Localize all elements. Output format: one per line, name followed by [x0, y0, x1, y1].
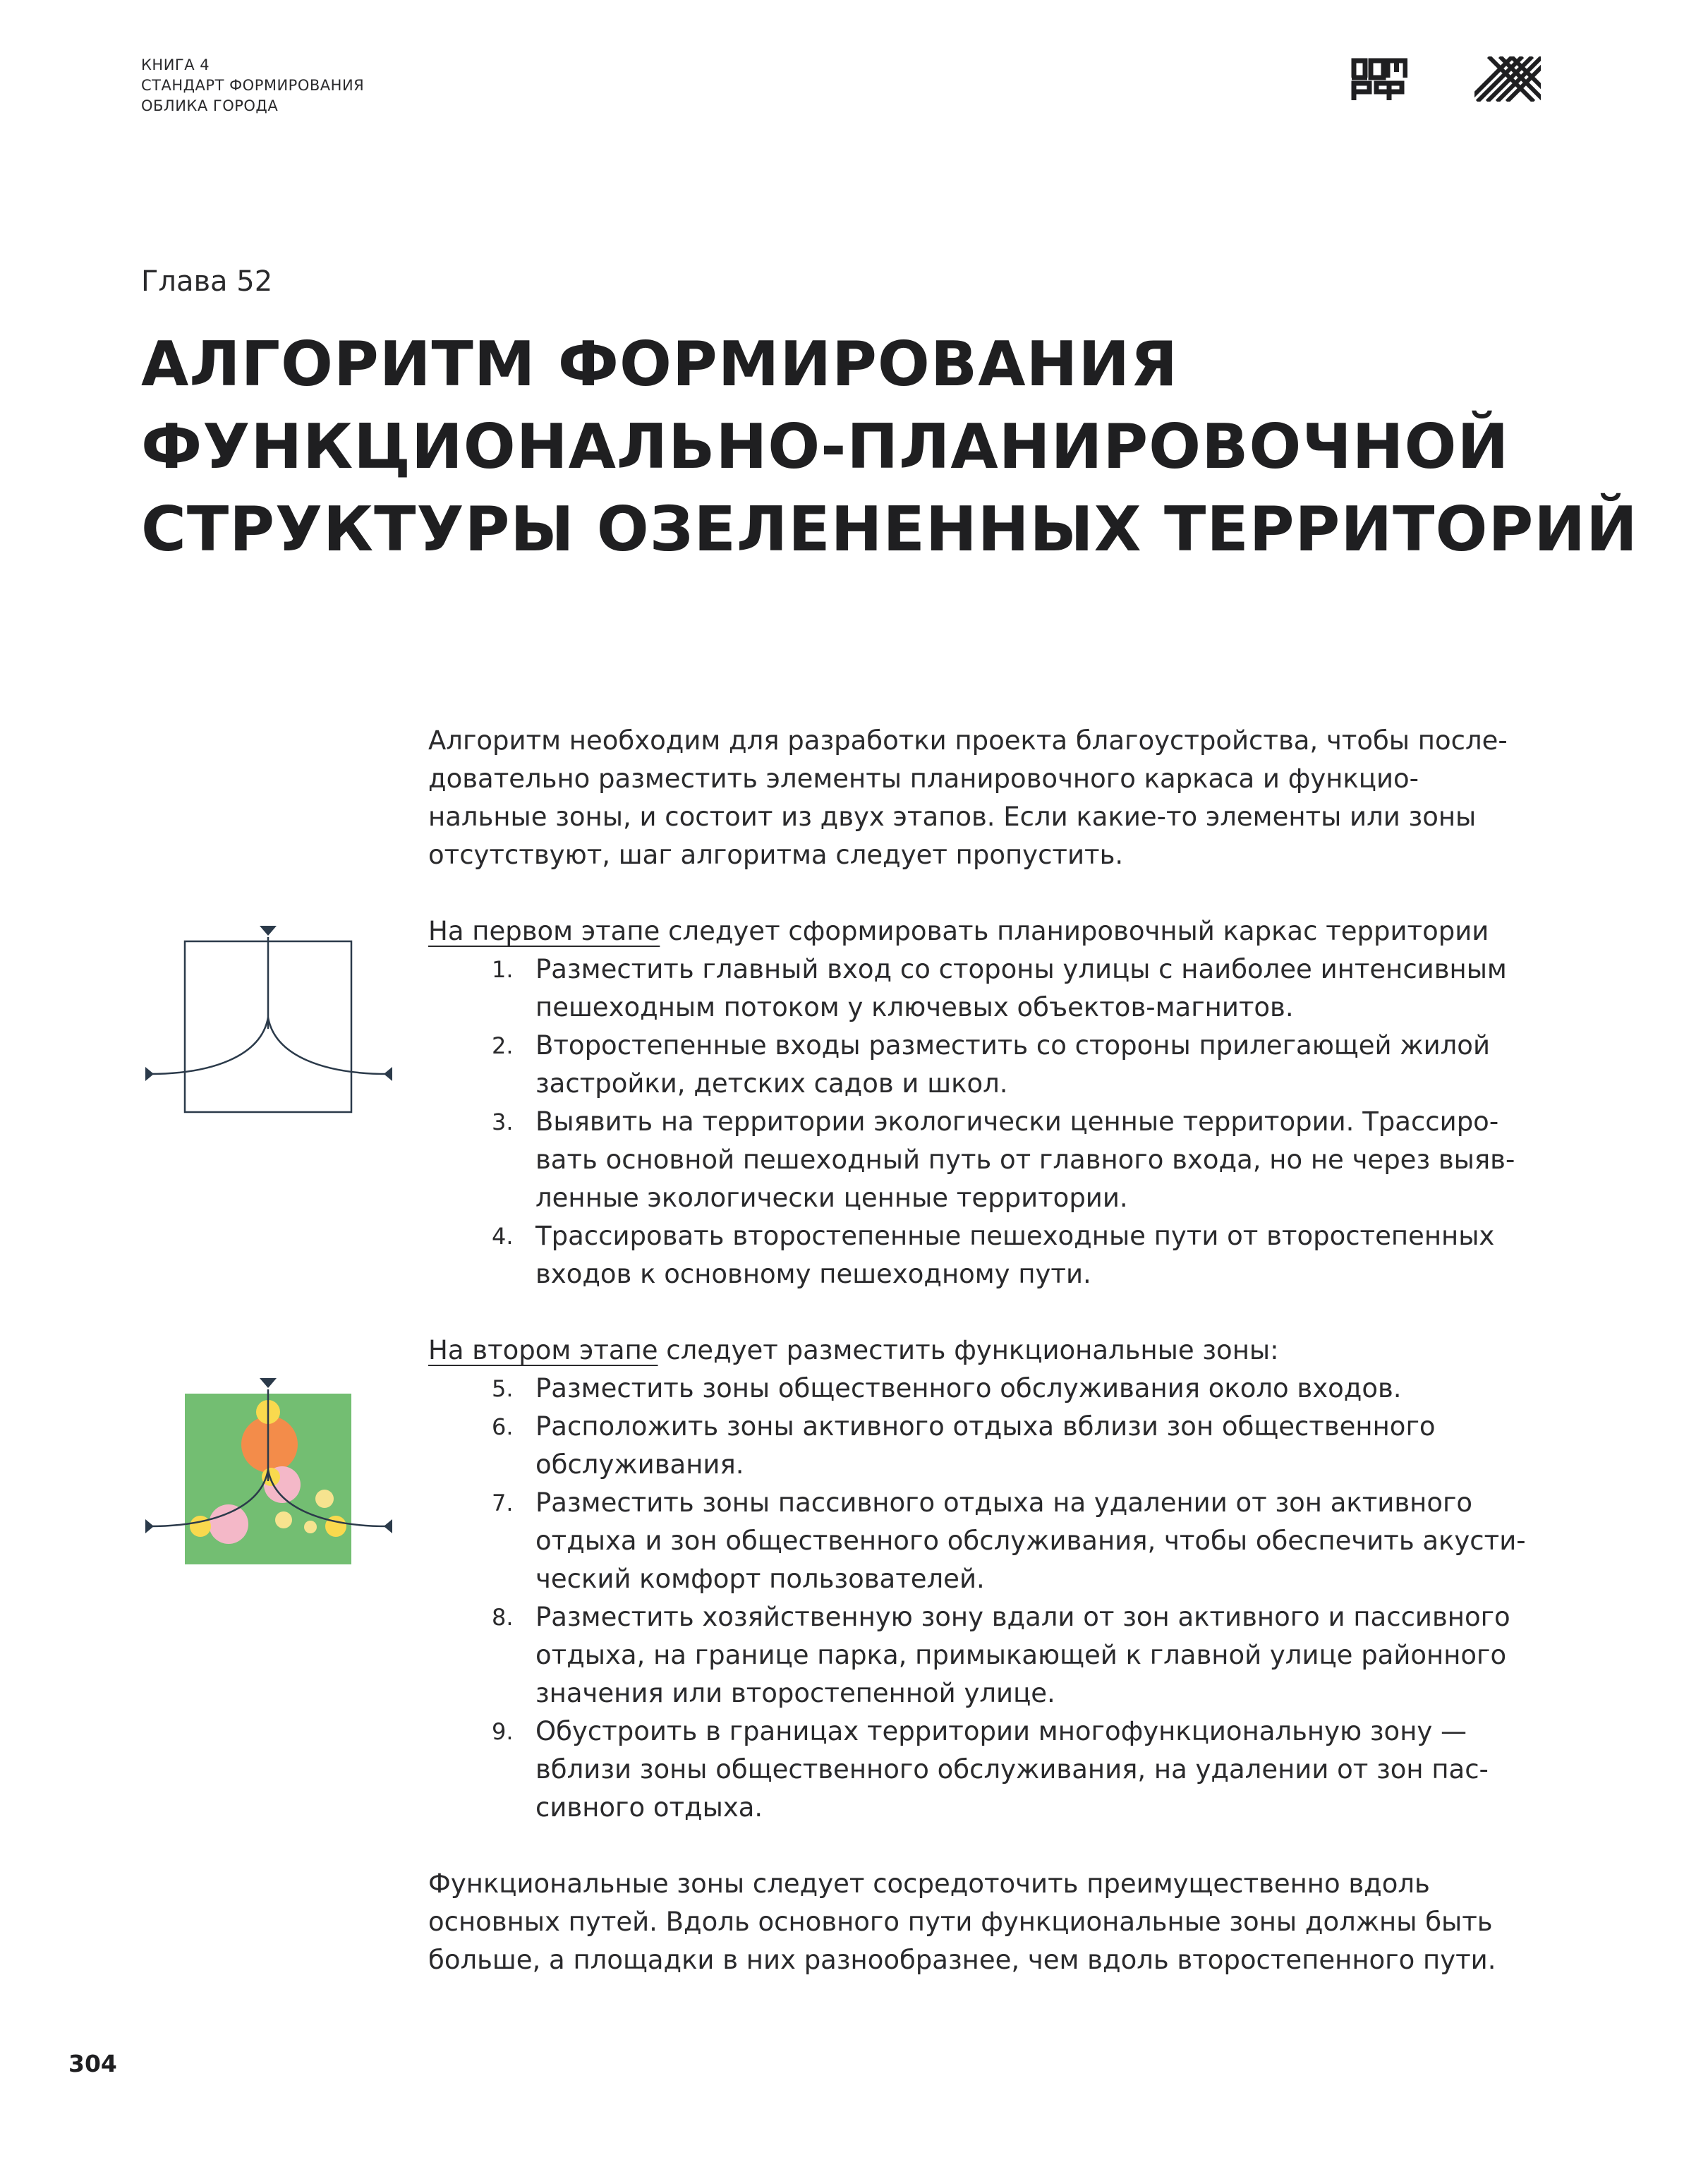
stage1-lead: [428, 912, 1515, 950]
page-number: 304: [68, 2050, 117, 2077]
stage1-section: [428, 912, 1515, 1293]
stage2-steps: [428, 1370, 1526, 1827]
light-zone-circle: [275, 1511, 292, 1528]
service-zone-circle: [325, 1516, 346, 1537]
step-line: Трассировать второстепенные пешеходные пути от второстепенных: [535, 1221, 1495, 1251]
stage1-steps: [428, 950, 1515, 1293]
main-entrance-marker: [260, 926, 277, 936]
step-item: [428, 950, 1515, 1027]
step-item: [428, 1217, 1515, 1293]
dom-rf-logo-icon: [1351, 56, 1407, 103]
passive-zone-circle: [209, 1504, 248, 1544]
stage2-lead: [428, 1332, 1526, 1370]
secondary-path-left: [150, 1018, 268, 1074]
step-number: 6.: [492, 1413, 514, 1440]
stage2-lead-underlined: На втором этапе: [428, 1335, 658, 1365]
stage2-lead-rest: следует разместить функциональные зоны:: [658, 1335, 1279, 1365]
step-item: [428, 1027, 1515, 1103]
step-number: 2.: [492, 1032, 514, 1059]
intro-line: нальные зоны, и состоит из двух этапов. Если какие-то элементы или зоны: [428, 802, 1477, 832]
step-item: [428, 1598, 1526, 1713]
step-number: 5.: [492, 1375, 514, 1402]
side-entrance-marker-right: [384, 1067, 392, 1081]
step-line: ческий комфорт пользователей.: [535, 1564, 985, 1594]
intro-line: Алгоритм необходим для разработки проекта благоустройства, чтобы после-: [428, 725, 1508, 756]
chapter-title-line: ФУНКЦИОНАЛЬНО-ПЛАНИРОВОЧНОЙ: [141, 411, 1510, 483]
light-zone-circle: [304, 1521, 317, 1533]
step-line: отдыха и зон общественного обслуживания, чтобы обеспечить акусти-: [535, 1526, 1526, 1556]
step-line: Расположить зоны активного отдыха вблизи зон общественного: [535, 1411, 1436, 1442]
framework-lines: [150, 937, 388, 1112]
functional-zones-diagram: [141, 1378, 402, 1590]
step-line: ленные экологически ценные территории.: [535, 1183, 1128, 1213]
step-line: входов к основному пешеходному пути.: [535, 1259, 1091, 1289]
chapter-title-line: АЛГОРИТМ ФОРМИРОВАНИЯ: [141, 328, 1179, 400]
step-item: [428, 1484, 1526, 1598]
step-line: застройки, детских садов и школ.: [535, 1068, 1008, 1099]
step-number: 1.: [492, 956, 514, 983]
step-line: вать основной пешеходный путь от главного входа, но не через выяв-: [535, 1145, 1515, 1175]
step-line: Второстепенные входы разместить со стороны прилегающей жилой: [535, 1030, 1490, 1061]
intro-paragraph: [428, 722, 1508, 874]
side-entrance-marker-right: [384, 1519, 392, 1533]
side-entrance-marker-left: [145, 1519, 154, 1533]
step-line: пешеходным потоком у ключевых объектов-магнитов.: [535, 992, 1294, 1022]
step-line: вблизи зоны общественного обслуживания, на удалении от зон пас-: [535, 1754, 1489, 1785]
step-item: [428, 1713, 1526, 1827]
service-zone-circle: [190, 1516, 211, 1537]
planning-framework-diagram: [141, 926, 402, 1137]
step-item: [428, 1370, 1526, 1408]
closing-line: основных путей. Вдоль основного пути функциональные зоны должны быть: [428, 1907, 1493, 1937]
step-line: отдыха, на границе парка, примыкающей к главной улице районного: [535, 1640, 1507, 1670]
step-number: 9.: [492, 1718, 514, 1745]
side-entrance-marker-left: [145, 1067, 154, 1081]
step-line: Разместить главный вход со стороны улицы с наиболее интенсивным: [535, 954, 1507, 984]
step-line: обслуживания.: [535, 1449, 744, 1480]
book-header-line: СТАНДАРТ ФОРМИРОВАНИЯ: [141, 77, 365, 94]
step-line: Разместить зоны общественного обслуживания около входов.: [535, 1373, 1402, 1404]
step-line: сивного отдыха.: [535, 1792, 763, 1823]
chapter-title-line: СТРУКТУРЫ ОЗЕЛЕНЕННЫХ ТЕРРИТОРИЙ: [141, 493, 1638, 565]
step-line: Обустроить в границах территории многофункциональную зону —: [535, 1716, 1467, 1746]
step-number: 8.: [492, 1604, 514, 1631]
step-line: Разместить зоны пассивного отдыха на удалении от зон активного: [535, 1487, 1473, 1518]
secondary-path-right: [268, 1018, 388, 1074]
step-line: Выявить на территории экологически ценные территории. Трассиро-: [535, 1106, 1499, 1137]
stage1-lead-rest: следует сформировать планировочный каркас территории: [660, 916, 1489, 946]
intro-line: довательно разместить элементы планировочного каркаса и функцио-: [428, 763, 1419, 794]
active-zone-circle: [241, 1416, 298, 1473]
closing-line: Функциональные зоны следует сосредоточить преимущественно вдоль: [428, 1869, 1430, 1899]
closing-line: больше, а площадки в них разнообразнее, чем вдоль второстепенного пути.: [428, 1945, 1496, 1975]
book-header-line: ОБЛИКА ГОРОДА: [141, 97, 279, 114]
stage1-lead-underlined: На первом этапе: [428, 916, 660, 946]
hatch-logo-icon: [1474, 56, 1541, 102]
closing-paragraph: [428, 1865, 1496, 1979]
intro-line: отсутствуют, шаг алгоритма следует пропустить.: [428, 840, 1124, 870]
book-header: [141, 55, 364, 116]
chapter-title: [141, 323, 1638, 571]
stage2-section: [428, 1332, 1526, 1827]
step-line: значения или второстепенной улице.: [535, 1678, 1055, 1708]
step-number: 4.: [492, 1223, 514, 1250]
book-header-line: КНИГА 4: [141, 56, 210, 73]
step-number: 7.: [492, 1490, 514, 1516]
main-entrance-marker: [260, 1378, 277, 1388]
step-item: [428, 1103, 1515, 1217]
step-number: 3.: [492, 1109, 514, 1135]
step-item: [428, 1408, 1526, 1484]
light-zone-circle: [315, 1490, 334, 1508]
step-line: Разместить хозяйственную зону вдали от зон активного и пассивного: [535, 1602, 1510, 1632]
chapter-label: Глава 52: [141, 265, 273, 298]
